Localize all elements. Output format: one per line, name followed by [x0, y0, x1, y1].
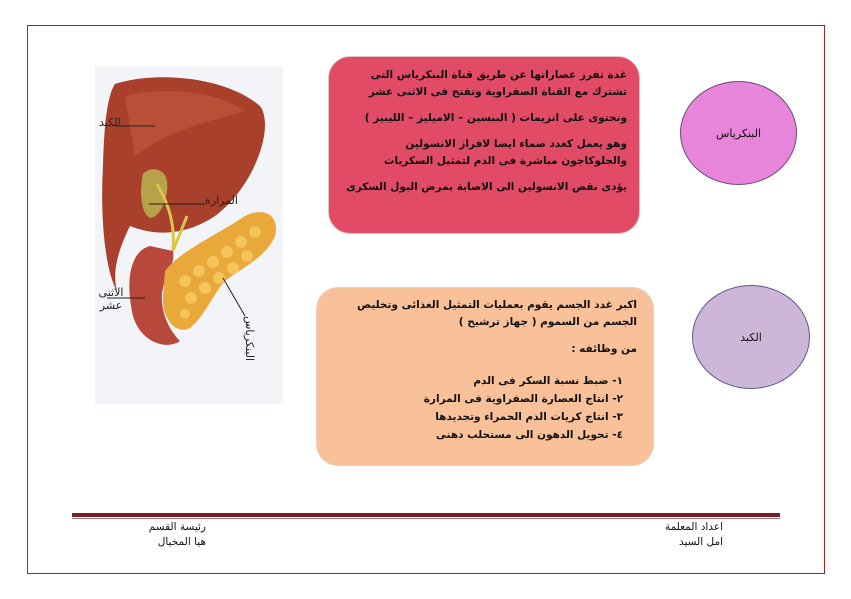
footer-divider-thin	[72, 518, 780, 519]
digestive-organs-illustration	[95, 66, 283, 404]
pancreas-line-1: غدة تفرز عصاراتها عن طريق قناة البنكرياس التى تشترك مع القناة الصفراوية وتفتح فى الاثنى عشر	[368, 69, 627, 98]
liver-functions-title: من وظائفه :	[571, 343, 637, 355]
liver-intro: اكبر غدد الجسم يقوم بعمليات التمثيل الغذائى وتخليص الجسم من السموم ( جهاز ترشيح )	[357, 299, 637, 328]
pancreas-line-2: وتحتوى على انزيمات ( الببسين – الاميليز – الليبيز )	[364, 112, 627, 124]
liver-info-box	[316, 287, 654, 466]
liver-label: الكبد	[99, 116, 121, 129]
gallbladder-label: المرارة	[205, 194, 238, 207]
department-head-credit	[140, 520, 206, 550]
pancreas-line-4: يؤدى نقص الانسولين الى الاصابة بمرض البول السكرى	[346, 181, 627, 193]
pancreas-ellipse	[680, 81, 797, 185]
teacher-name: امل السيد	[679, 536, 723, 548]
list-item: ٢- انتاج العصارة الصفراوية فى المرارة	[423, 393, 623, 405]
pancreas-label: البنكرياس	[243, 316, 256, 362]
head-name: هيا المخيال	[157, 536, 206, 548]
footer-divider	[72, 513, 780, 517]
list-item: ٣- انتاج كريات الدم الحمراء وتجديدها	[435, 411, 623, 423]
list-item: ١- ضبط نسبة السكر فى الدم	[473, 375, 623, 387]
pancreas-line-3: وهو يعمل كغدد صماء ايضا لافراز الانسولين والجلوكاجون مباشرة فى الدم لتمثيل السكريات	[383, 138, 627, 167]
pancreas-info-box	[328, 56, 640, 234]
head-title: رئيسة القسم	[148, 521, 206, 533]
teacher-title: اعداد المعلمة	[664, 521, 723, 533]
liver-ellipse-label: الكبد	[740, 330, 762, 344]
pancreas-ellipse-label: البنكرياس	[715, 126, 762, 140]
teacher-credit	[663, 520, 723, 550]
list-item: ٤- تحويل الدهون الى مستحلب دهنى	[435, 429, 623, 441]
liver-functions-list	[331, 372, 637, 444]
duodenum-label: الاثنى عشر	[98, 286, 124, 312]
liver-ellipse	[692, 285, 810, 389]
